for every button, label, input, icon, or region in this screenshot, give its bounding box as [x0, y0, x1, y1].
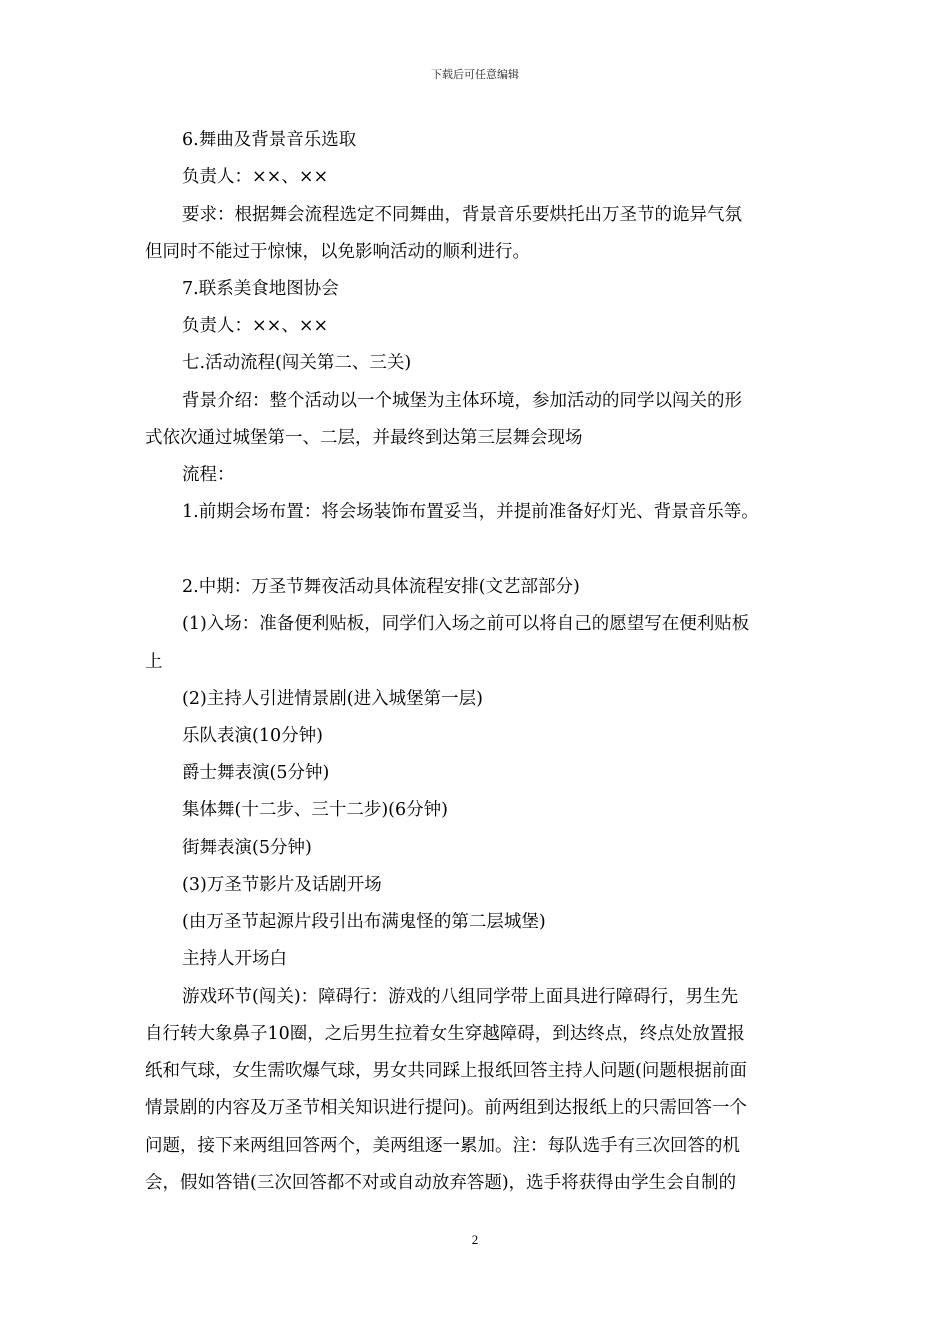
section-heading-activity-flow: 七.活动流程(闯关第二、三关) — [182, 353, 412, 373]
section-heading-food-map: 7.联系美食地图协会 — [182, 279, 339, 299]
paragraph-line: (1)入场：准备便利贴板，同学们入场之前可以将自己的愿望写在便利贴板 — [182, 614, 750, 634]
paragraph-line: 街舞表演(5分钟) — [182, 838, 312, 858]
paragraph-line: (2)主持人引进情景剧(进入城堡第一层) — [182, 689, 483, 709]
paragraph-line: 负责人：××、×× — [182, 167, 329, 187]
paragraph-line: 爵士舞表演(5分钟) — [182, 763, 330, 783]
paragraph-line: 背景介绍：整个活动以一个城堡为主体环境，参加活动的同学以闯关的形 — [182, 391, 742, 411]
paragraph-line: (由万圣节起源片段引出布满鬼怪的第二层城堡) — [182, 912, 546, 932]
paragraph-line: 2.中期：万圣节舞夜活动具体流程安排(文艺部部分) — [182, 577, 580, 597]
paragraph-line: 上 — [145, 652, 163, 672]
paragraph-line: 流程： — [182, 465, 235, 485]
paragraph-line: 负责人：××、×× — [182, 316, 329, 336]
paragraph-line: 1.前期会场布置：将会场装饰布置妥当，并提前准备好灯光、背景音乐等。 — [182, 502, 759, 522]
paragraph-line: 但同时不能过于惊悚，以免影响活动的顺利进行。 — [145, 242, 530, 262]
paragraph-line: 纸和气球，女生需吹爆气球，男女共同踩上报纸回答主持人问题(问题根据前面 — [145, 1061, 747, 1081]
paragraph-line: 式依次通过城堡第一、二层，并最终到达第三层舞会现场 — [145, 428, 583, 448]
paragraph-line: 要求：根据舞会流程选定不同舞曲，背景音乐要烘托出万圣节的诡异气氛 — [182, 205, 742, 225]
paragraph-line: 乐队表演(10分钟) — [182, 726, 323, 746]
paragraph-line: 情景剧的内容及万圣节相关知识进行提问)。前两组到达报纸上的只需回答一个 — [145, 1098, 747, 1118]
paragraph-line: 集体舞(十二步、三十二步)(6分钟) — [182, 800, 448, 820]
page-number: 2 — [471, 1232, 479, 1247]
paragraph-line: 问题，接下来两组回答两个，美两组逐一累加。注：每队选手有三次回答的机 — [145, 1136, 740, 1156]
paragraph-line: 游戏环节(闯关)：障碍行：游戏的八组同学带上面具进行障碍行，男生先 — [182, 987, 739, 1007]
paragraph-line: 主持人开场白 — [182, 949, 287, 969]
paragraph-line: 自行转大象鼻子10圈，之后男生拉着女生穿越障碍，到达终点，终点处放置报 — [145, 1024, 745, 1044]
section-heading-music: 6.舞曲及背景音乐选取 — [182, 130, 357, 150]
page-header: 下载后可任意编辑 — [431, 68, 519, 81]
paragraph-line: 会，假如答错(三次回答都不对或自动放弃答题)，选手将获得由学生会自制的 — [145, 1173, 737, 1193]
paragraph-line: (3)万圣节影片及话剧开场 — [182, 875, 382, 895]
